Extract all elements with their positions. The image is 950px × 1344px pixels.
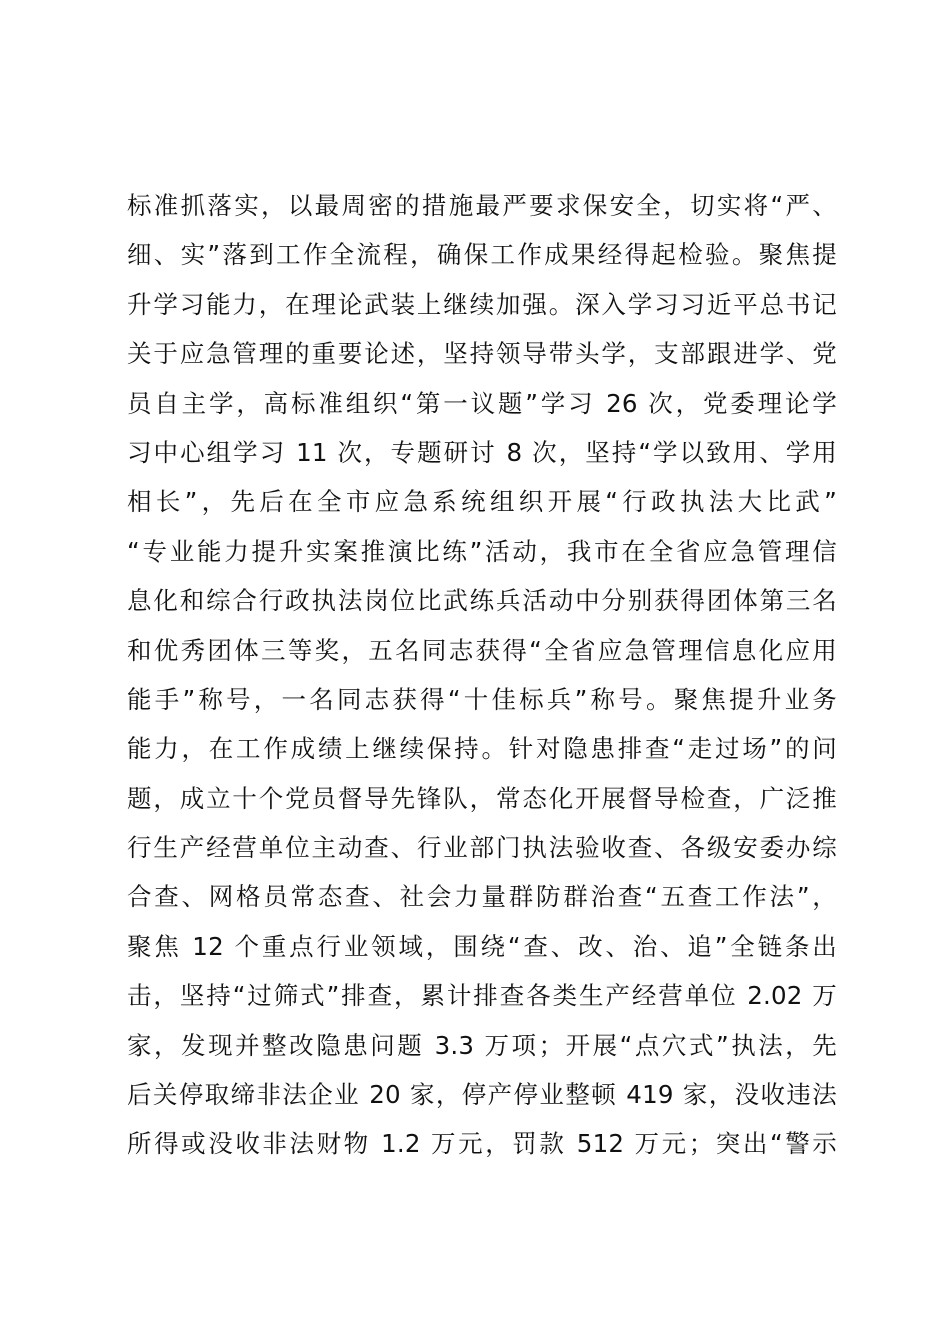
- text-line: 题，成立十个党员督导先锋队，常态化开展督导检查，广泛推: [127, 783, 837, 813]
- text-line: 相长”，先后在全市应急系统组织开展“行政执法大比武”: [127, 487, 837, 517]
- text-line: 击，坚持“过筛式”排查，累计排查各类生产经营单位 2.02 万: [127, 981, 837, 1011]
- text-line: 后关停取缔非法企业 20 家，停产停业整顿 419 家，没收违法: [127, 1080, 837, 1110]
- text-line: 所得或没收非法财物 1.2 万元，罚款 512 万元；突出“警示: [127, 1129, 837, 1159]
- text-line: 升学习能力，在理论武装上继续加强。深入学习习近平总书记: [127, 289, 837, 319]
- text-line: 习中心组学习 11 次，专题研讨 8 次，坚持“学以致用、学用: [127, 437, 837, 467]
- text-line: 能力，在工作成绩上继续保持。针对隐患排查“走过场”的问: [127, 734, 837, 764]
- text-line: “专业能力提升实案推演比练”活动，我市在全省应急管理信: [127, 536, 837, 566]
- text-line: 员自主学，高标准组织“第一议题”学习 26 次，党委理论学: [127, 388, 837, 418]
- text-line: 细、实”落到工作全流程，确保工作成果经得起检验。聚焦提: [127, 240, 837, 270]
- text-line: 标准抓落实，以最周密的措施最严要求保安全，切实将“严、: [127, 191, 837, 220]
- text-line: 关于应急管理的重要论述，坚持领导带头学，支部跟进学、党: [127, 339, 837, 369]
- text-line: 行生产经营单位主动查、行业部门执法验收查、各级安委办综: [127, 833, 837, 863]
- text-line: 和优秀团体三等奖，五名同志获得“全省应急管理信息化应用: [127, 635, 837, 665]
- text-line: 合查、网格员常态查、社会力量群防群治查“五查工作法”，: [127, 882, 837, 912]
- text-line: 息化和综合行政执法岗位比武练兵活动中分别获得团体第三名: [127, 586, 837, 616]
- body-paragraph: [127, 181, 837, 1169]
- text-line: 能手”称号，一名同志获得“十佳标兵”称号。聚焦提升业务: [127, 684, 837, 714]
- text-line: 家，发现并整改隐患问题 3.3 万项；开展“点穴式”执法，先: [127, 1030, 837, 1060]
- text-line: 聚焦 12 个重点行业领域，围绕“查、改、治、追”全链条出: [127, 931, 837, 961]
